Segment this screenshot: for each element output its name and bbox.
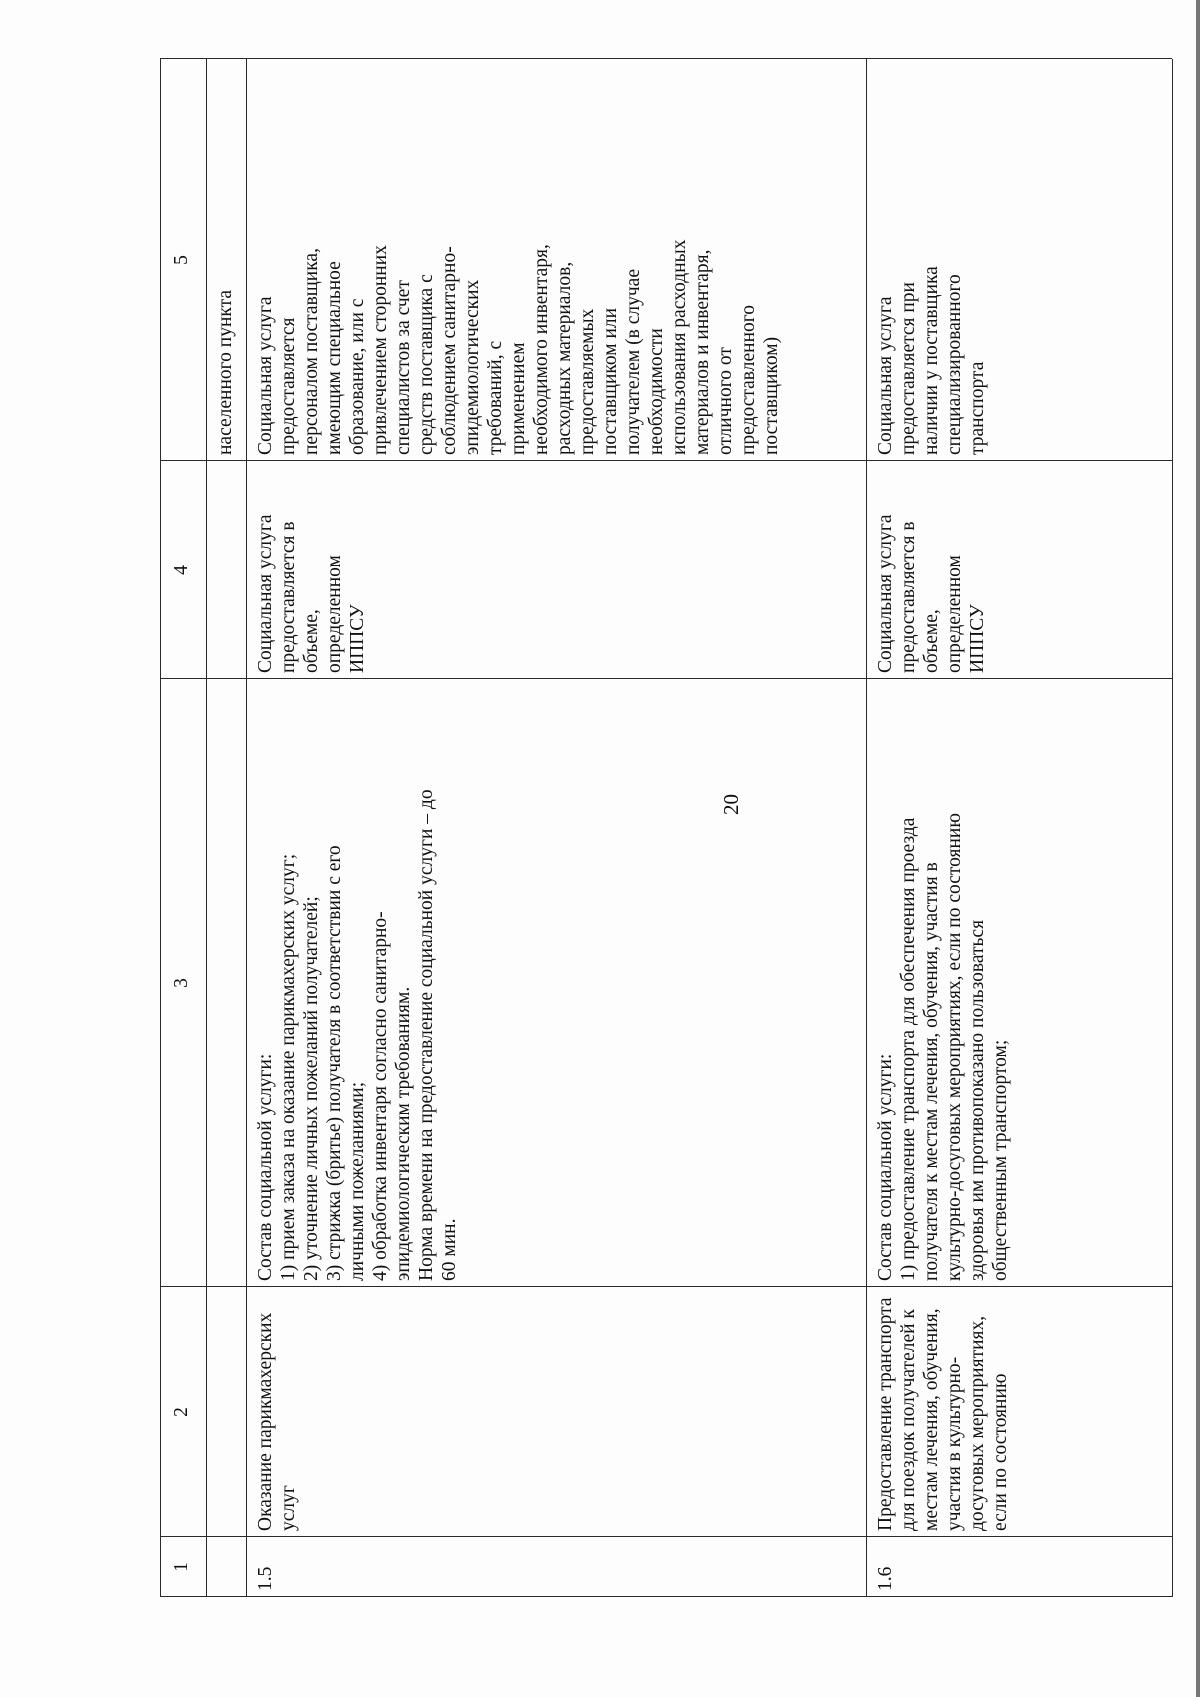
- service-conditions: Социальная услуга предоставляется персоналом поставщика, имеющим специальное образование, или с привлечением сторонних специалистов за счет средств поставщика с соблюдением санитарно- эпидемиологических требований, с применением необходимого инвентаря, расходных материалов, предоставляемых поставщиком или получателем (в случае необходимости использования расходных материалов и инвентаря, отличного от предоставленного поставщиком): [255, 239, 782, 455]
- page-edge: [1196, 0, 1200, 1697]
- service-content: Состав социальной услуги: 1) предоставление транспорта для обеспечения проезда получателя к местам лечения, обучения, участия в культурно-досуговых мероприятиях, если по состоянию здоровья им противопоказано пользоваться общественным транспортом;: [875, 813, 1011, 1281]
- continuation-col-5: населенного пункта: [215, 289, 236, 455]
- service-conditions: Социальная услуга предоставляется при наличии у поставщика специализированного транспорта: [875, 266, 988, 455]
- header-col-2: 2: [171, 1407, 192, 1417]
- row-number: 1.6: [875, 1566, 896, 1591]
- table-border-bottom: [1172, 59, 1173, 1597]
- table-border-top: [160, 59, 161, 1597]
- col-divider-1: [160, 1536, 1172, 1537]
- header-col-1: 1: [171, 1562, 192, 1572]
- service-content: Состав социальной услуги: 1) прием заказа на оказание парикмахерских услуг; 2) уточнение личных пожеланий получателей; 3) стрижка (бритье) получателя в соответствии с его личными пожеланиями; 4) обработка инвентаря согласно санитарно- эпидемиологическим требованиям. Норма времени на предоставление социальной услуги – до 60 мин.: [255, 789, 460, 1281]
- continuation-row-divider: [246, 59, 247, 1597]
- service-name: Оказание парикмахерских услуг: [255, 1312, 299, 1531]
- service-name: Предоставление транспорта для поездок получателей к местам лечения, обучения, участия в культурно- досуговых мероприятиях, если по состоянию: [875, 1297, 1011, 1531]
- header-row-divider: [206, 59, 207, 1597]
- header-col-3: 3: [171, 978, 192, 988]
- table-border-left: [160, 1596, 1172, 1597]
- header-col-4: 4: [171, 565, 192, 575]
- service-volume: Социальная услуга предоставляется в объеме, определенном ИППСУ: [875, 514, 988, 673]
- header-col-5: 5: [171, 255, 192, 265]
- row-1-5-divider: [866, 59, 867, 1597]
- row-number: 1.5: [255, 1566, 276, 1591]
- service-volume: Социальная услуга предоставляется в объеме, определенном ИППСУ: [255, 514, 368, 673]
- page-number: 20: [719, 794, 743, 815]
- services-table: [160, 59, 1172, 1597]
